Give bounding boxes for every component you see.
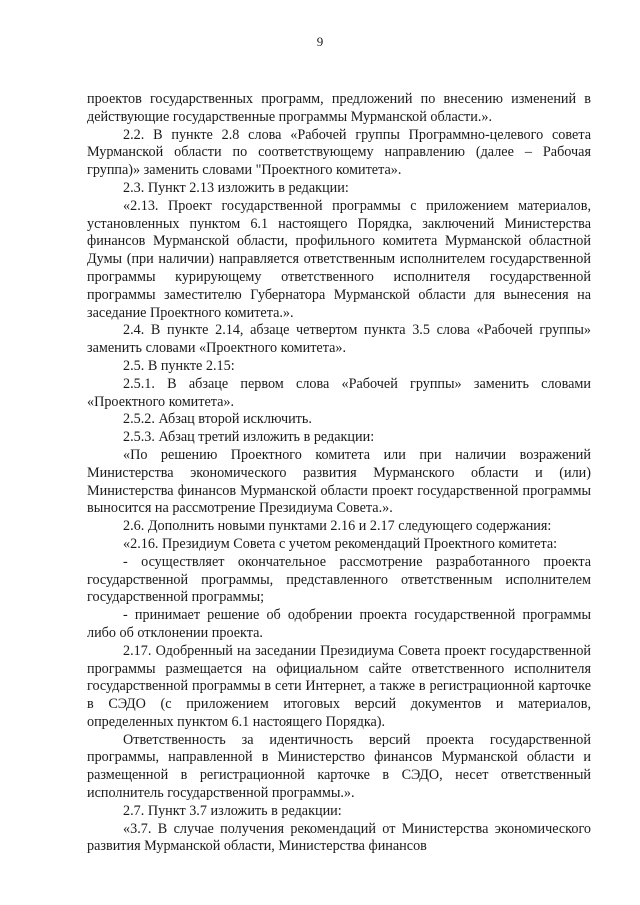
paragraph: «2.13. Проект государственной программы с приложением материалов, установленных пунктом 6.1 настоящего Порядка, заключений Министерства финансов Мурманской области, профильного комитета Мурманской областной Думы (при наличии) направляется ответственным исполнителем государственной программы курирующему ответственного исполнителя государственной программы заместителю Губернатора Мурманской области для вынесения на заседание Проектного комитета.». <box>87 197 591 321</box>
paragraph: 2.2. В пункте 2.8 слова «Рабочей группы Программно-целевого совета Мурманской области по соответствующему направлению (далее – Рабочая группа)» заменить словами "Проектного комитета». <box>87 126 591 179</box>
paragraph: 2.3. Пункт 2.13 изложить в редакции: <box>123 179 349 196</box>
paragraph: проектов государственных программ, предложений по внесению изменений в действующие государственные программы Мурманской области.». <box>87 91 591 125</box>
paragraph: «2.16. Президиум Совета с учетом рекомендаций Проектного комитета: <box>123 535 558 552</box>
paragraph: - осуществляет окончательное рассмотрение разработанного проекта государственной программы, представленного ответственным исполнителем государственной программы; <box>87 553 591 606</box>
paragraph: 2.5.1. В абзаце первом слова «Рабочей группы» заменить словами «Проектного комитета». <box>87 375 591 410</box>
paragraph: Ответственность за идентичность версий проекта государственной программы, направленной в Министерство финансов Мурманской области и размещенной в регистрационной карточке в СЭДО, несет ответственный исполнитель государственной программы.». <box>87 731 591 802</box>
paragraph: 2.5. В пункте 2.15: <box>123 357 235 374</box>
paragraph: 2.4. В пункте 2.14, абзаце четвертом пункта 3.5 слова «Рабочей группы» заменить словами «Проектного комитета». <box>87 322 591 357</box>
paragraph: 2.5.3. Абзац третий изложить в редакции: <box>123 429 375 446</box>
paragraph: 2.17. Одобренный на заседании Президиума Совета проект государственной программы размещается на официальном сайте ответственного исполнителя государственной программы в сети Интернет, а также в регистрационной карточке в СЭДО (с приложением итоговых версий документов и материалов, определенных пунктом 6.1 настоящего Порядка). <box>87 642 591 730</box>
paragraph: «3.7. В случае получения рекомендаций от Министерства экономического развития Мурманской области, Министерства финансов <box>87 820 591 855</box>
document-body <box>87 91 591 856</box>
page-number: 9 <box>316 34 324 49</box>
paragraph: - принимает решение об одобрении проекта государственной программы либо об отклонении проекта. <box>87 607 591 641</box>
paragraph: 2.5.2. Абзац второй исключить. <box>123 411 312 428</box>
paragraph: «По решению Проектного комитета или при наличии возражений Министерства экономического развития Мурманского области и (или) Министерства финансов Мурманской области проект государственной программы выносится на рассмотрение Президиума Совета.». <box>87 446 591 517</box>
paragraph: 2.6. Дополнить новыми пунктами 2.16 и 2.17 следующего содержания: <box>123 518 552 535</box>
paragraph: 2.7. Пункт 3.7 изложить в редакции: <box>123 802 342 819</box>
